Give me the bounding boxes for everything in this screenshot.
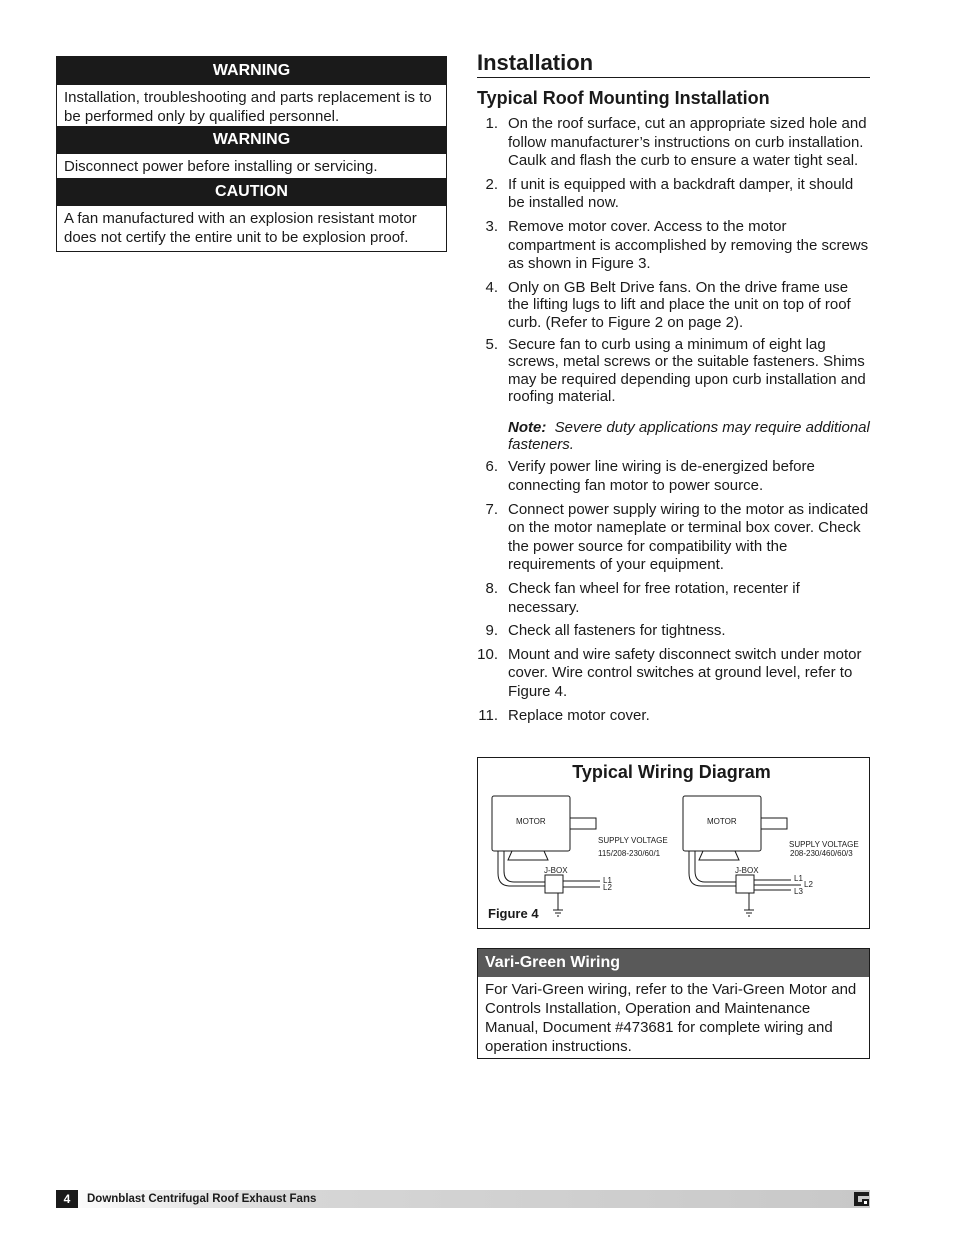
step-number: 5. xyxy=(485,335,498,353)
step-text: Secure fan to curb using a minimum of eight lag screws, metal screws or the suitable fasteners. Shims may be required depending upon curb installation and roofing material. xyxy=(508,335,866,406)
l2-label-left: L2 xyxy=(603,883,612,892)
step-text: If unit is equipped with a backdraft damper, it should be installed now. xyxy=(508,175,854,212)
caution-box xyxy=(56,178,447,252)
warning-box-qualified xyxy=(56,56,447,131)
step-note xyxy=(508,419,870,454)
section-title: Typical Roof Mounting Installation xyxy=(477,88,770,108)
step-1 xyxy=(477,115,870,171)
figure-caption: Figure 4 xyxy=(488,906,539,921)
step-number: 7. xyxy=(485,500,498,518)
vari-green-header: Vari-Green Wiring xyxy=(478,949,869,977)
motor-shaft-left xyxy=(570,818,596,829)
step-6 xyxy=(477,458,870,495)
step-text: Remove motor cover. Access to the motor compartment is accomplished by removing the screws as shown in Figure 3. xyxy=(508,217,869,273)
step-number: 11. xyxy=(478,706,498,724)
jbox-label-left: J-BOX xyxy=(544,866,568,875)
step-number: 10. xyxy=(477,645,498,663)
page-footer xyxy=(56,1190,870,1208)
supply-label-right: SUPPLY VOLTAGE xyxy=(789,840,859,849)
step-text: Replace motor cover. xyxy=(508,706,650,724)
footer-title: Downblast Centrifugal Roof Exhaust Fans xyxy=(87,1193,317,1205)
jbox-label-right: J-BOX xyxy=(735,866,759,875)
step-number: 3. xyxy=(485,217,498,235)
warning-text: Disconnect power before installing or servicing. xyxy=(64,158,378,175)
step-text: Mount and wire safety disconnect switch under motor cover. Wire control switches at ground level, refer to Figure 4. xyxy=(508,645,862,700)
step-2 xyxy=(477,176,870,213)
step-number: 2. xyxy=(485,175,498,193)
caution-text: A fan manufactured with an explosion resistant motor does not certify the entire unit to be explosion proof. xyxy=(64,210,417,246)
warning-text: Installation, troubleshooting and parts replacement is to be performed only by qualified personnel. xyxy=(64,89,432,125)
conduit-right xyxy=(689,851,736,886)
motor-label-left: MOTOR xyxy=(516,817,546,826)
conduit-left xyxy=(498,851,545,886)
wiring-diagram-figure xyxy=(477,757,870,929)
step-5 xyxy=(477,336,870,453)
l3-label-right: L3 xyxy=(794,887,803,896)
motor-label-right: MOTOR xyxy=(707,817,737,826)
l2-label-right: L2 xyxy=(804,880,813,889)
motor-shaft-right xyxy=(761,818,787,829)
step-number: 8. xyxy=(485,579,498,597)
supply-label-left: SUPPLY VOLTAGE xyxy=(598,836,668,845)
step-11 xyxy=(477,707,870,726)
caution-header: CAUTION xyxy=(57,178,446,206)
figure-title: Typical Wiring Diagram xyxy=(572,762,771,782)
warning-box-disconnect xyxy=(56,126,447,181)
ground-left xyxy=(553,893,563,916)
title-divider xyxy=(477,77,870,78)
wiring-diagram xyxy=(478,758,869,928)
note-label: Note: xyxy=(508,418,547,436)
step-10 xyxy=(477,646,870,702)
ground-right xyxy=(744,893,754,916)
step-7 xyxy=(477,501,870,575)
jbox-left xyxy=(545,875,563,893)
step-4 xyxy=(477,279,870,331)
warning-header: WARNING xyxy=(57,57,446,85)
step-3 xyxy=(477,218,870,274)
step-number: 4. xyxy=(485,278,498,296)
page-title: Installation xyxy=(477,50,594,75)
step-number: 9. xyxy=(485,622,498,640)
installation-steps xyxy=(477,115,870,730)
note-text: Severe duty applications may require additional fasteners. xyxy=(508,418,870,453)
l1-label-right: L1 xyxy=(794,874,803,883)
warning-header: WARNING xyxy=(57,126,446,154)
step-text: Check fan wheel for free rotation, recenter if necessary. xyxy=(508,579,800,616)
step-text: On the roof surface, cut an appropriate sized hole and follow manufacturer’s instructions on curb installation. Caulk and flash the curb to ensure a water tight seal. xyxy=(508,115,867,170)
jbox-right xyxy=(736,875,754,893)
step-9 xyxy=(477,622,870,641)
motor-base-left xyxy=(508,851,548,860)
l1-label-left: L1 xyxy=(603,876,612,885)
voltage-label-right: 208-230/460/60/3 xyxy=(790,849,853,858)
page-number: 4 xyxy=(56,1190,78,1208)
step-number: 1. xyxy=(485,115,498,132)
step-number: 6. xyxy=(485,458,498,476)
vari-green-box xyxy=(477,948,870,1059)
step-text: Verify power line wiring is de-energized before connecting fan motor to power source. xyxy=(508,458,815,494)
step-8 xyxy=(477,580,870,617)
voltage-label-left: 115/208-230/60/1 xyxy=(598,849,661,858)
motor-base-right xyxy=(699,851,739,860)
step-text: Only on GB Belt Drive fans. On the drive frame use the lifting lugs to lift and place the unit on top of roof curb. (Refer to Figure 2 on page 2). xyxy=(508,278,851,331)
greenheck-g-logo-icon xyxy=(853,1191,870,1207)
step-text: Connect power supply wiring to the motor as indicated on the motor nameplate or terminal box cover. Check the power source for compatibility with the requirements of your equipment. xyxy=(508,500,869,574)
vari-green-text: For Vari-Green wiring, refer to the Vari-Green Motor and Controls Installation, Operation and Maintenance Manual, Document #473681 for complete wiring and operation instructions. xyxy=(485,981,857,1055)
step-text: Check all fasteners for tightness. xyxy=(508,622,726,640)
